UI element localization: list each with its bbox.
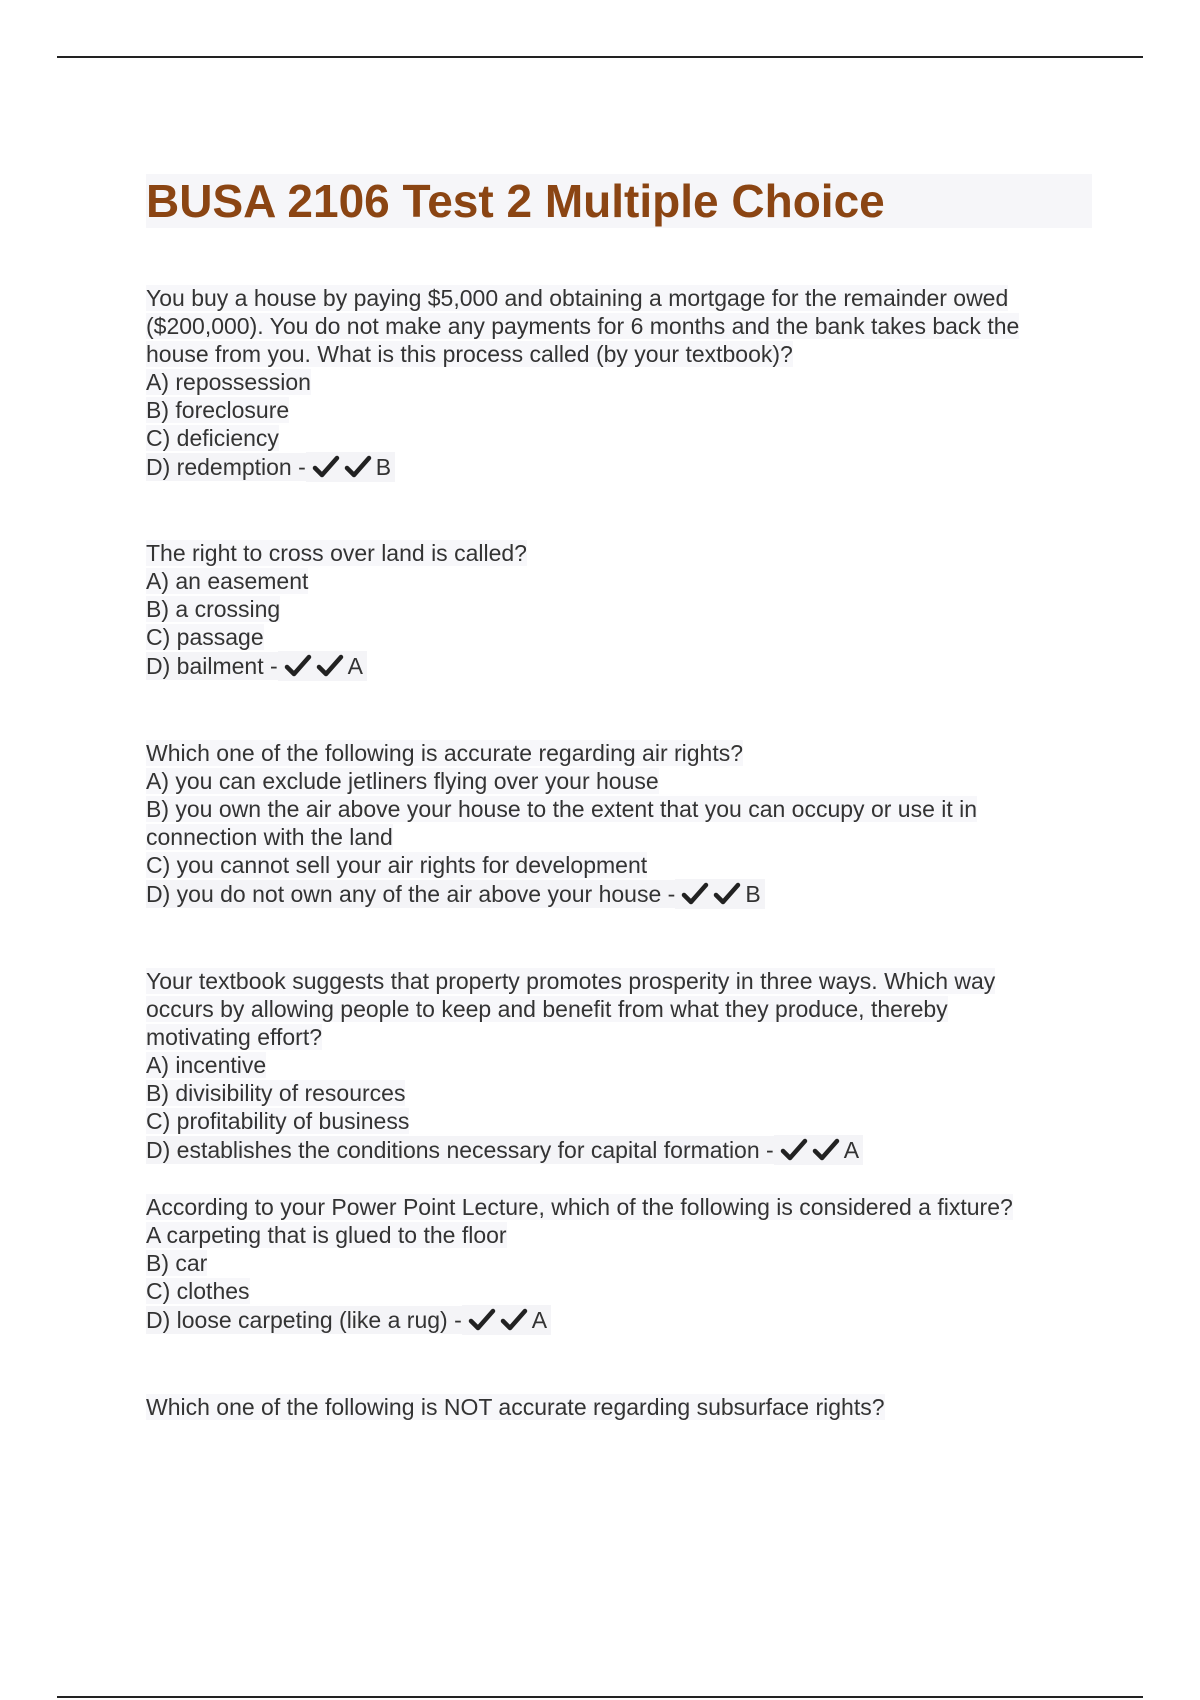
question-line: According to your Power Point Lecture, which of the following is considered a fixture? bbox=[146, 1194, 1013, 1220]
page-title: BUSA 2106 Test 2 Multiple Choice bbox=[146, 175, 885, 227]
option-d: D) loose carpeting (like a rug) - bbox=[146, 1307, 462, 1333]
answer-letter: A bbox=[531, 1307, 548, 1333]
answer-marker bbox=[675, 879, 764, 909]
question-4 bbox=[146, 967, 995, 1165]
option-b: B) a crossing bbox=[146, 596, 281, 622]
answer-marker bbox=[306, 452, 395, 482]
option-d-with-answer bbox=[146, 1135, 995, 1165]
check-icon bbox=[284, 653, 312, 679]
check-icon bbox=[713, 881, 741, 907]
check-icon bbox=[344, 454, 372, 480]
option-c: C) profitability of business bbox=[146, 1108, 410, 1134]
option-c: C) clothes bbox=[146, 1278, 250, 1304]
option-b: B) you own the air above your house to the extent that you can occupy or use it in bbox=[146, 796, 978, 822]
option-d-with-answer bbox=[146, 1305, 1013, 1335]
question-line: Your textbook suggests that property promotes prosperity in three ways. Which way bbox=[146, 968, 996, 994]
option-a: A) an easement bbox=[146, 568, 309, 594]
check-icon bbox=[316, 653, 344, 679]
question-line: Which one of the following is accurate regarding air rights? bbox=[146, 740, 744, 766]
option-d: D) you do not own any of the air above your house - bbox=[146, 881, 676, 907]
option-d-with-answer bbox=[146, 452, 1019, 482]
option-b-continued: connection with the land bbox=[146, 824, 393, 850]
option-b: B) foreclosure bbox=[146, 397, 290, 423]
check-icon bbox=[681, 881, 709, 907]
option-d-with-answer bbox=[146, 651, 527, 681]
option-a: A carpeting that is glued to the floor bbox=[146, 1222, 507, 1248]
question-line: You buy a house by paying $5,000 and obtaining a mortgage for the remainder owed bbox=[146, 285, 1009, 311]
option-b: B) divisibility of resources bbox=[146, 1080, 406, 1106]
top-rule bbox=[57, 56, 1143, 58]
check-icon bbox=[812, 1137, 840, 1163]
question-2 bbox=[146, 539, 527, 681]
answer-marker bbox=[278, 651, 367, 681]
question-line: occurs by allowing people to keep and benefit from what they produce, thereby bbox=[146, 996, 948, 1022]
check-icon bbox=[468, 1307, 496, 1333]
question-line: ($200,000). You do not make any payments for 6 months and the bank takes back the bbox=[146, 313, 1020, 339]
check-icon bbox=[780, 1137, 808, 1163]
option-c: C) passage bbox=[146, 624, 264, 650]
check-icon bbox=[312, 454, 340, 480]
answer-marker bbox=[774, 1135, 863, 1165]
option-d: D) establishes the conditions necessary for capital formation - bbox=[146, 1137, 774, 1163]
option-d: D) bailment - bbox=[146, 653, 278, 679]
question-6 bbox=[146, 1393, 885, 1421]
question-5 bbox=[146, 1193, 1013, 1335]
option-b: B) car bbox=[146, 1250, 208, 1276]
answer-marker bbox=[462, 1305, 551, 1335]
check-icon bbox=[500, 1307, 528, 1333]
answer-letter: A bbox=[347, 653, 363, 679]
question-3 bbox=[146, 739, 977, 909]
question-line: The right to cross over land is called? bbox=[146, 540, 527, 566]
question-line: house from you. What is this process called (by your textbook)? bbox=[146, 341, 793, 367]
option-a: A) incentive bbox=[146, 1052, 267, 1078]
option-c: C) deficiency bbox=[146, 425, 279, 451]
option-d-with-answer bbox=[146, 879, 977, 909]
question-line: motivating effort? bbox=[146, 1024, 323, 1050]
question-1 bbox=[146, 284, 1019, 482]
option-d: D) redemption - bbox=[146, 454, 306, 480]
answer-letter: B bbox=[745, 881, 761, 907]
option-c: C) you cannot sell your air rights for development bbox=[146, 852, 648, 878]
question-line: Which one of the following is NOT accurate regarding subsurface rights? bbox=[146, 1394, 885, 1420]
option-a: A) you can exclude jetliners flying over your house bbox=[146, 768, 659, 794]
option-a: A) repossession bbox=[146, 369, 311, 395]
answer-letter: B bbox=[375, 454, 392, 480]
bottom-rule bbox=[57, 1696, 1143, 1698]
answer-letter: A bbox=[843, 1137, 860, 1163]
